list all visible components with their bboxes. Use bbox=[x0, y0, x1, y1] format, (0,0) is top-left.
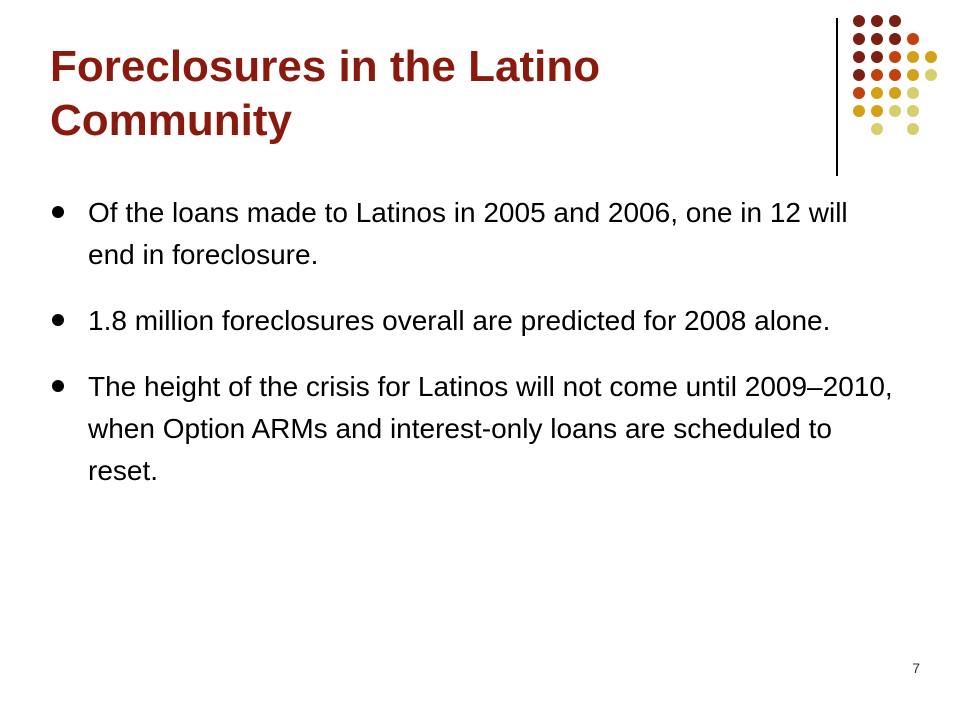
decorative-dot bbox=[907, 123, 919, 135]
decorative-dot bbox=[853, 105, 865, 117]
decorative-dot bbox=[889, 33, 901, 45]
bullet-item bbox=[48, 192, 898, 276]
decorative-dot bbox=[889, 15, 901, 27]
decorative-dot bbox=[853, 33, 865, 45]
decorative-dot bbox=[853, 15, 865, 27]
decorative-dot bbox=[853, 87, 865, 99]
bullet-marker bbox=[52, 380, 64, 392]
decorative-dot bbox=[871, 33, 883, 45]
decorative-dot bbox=[907, 33, 919, 45]
page-number: 7 bbox=[912, 660, 920, 676]
decorative-dot bbox=[907, 87, 919, 99]
decorative-dot bbox=[889, 69, 901, 81]
bullet-text: Of the loans made to Latinos in 2005 and 2006, one in 12 will end in foreclosure. bbox=[88, 197, 848, 270]
decorative-dot bbox=[871, 69, 883, 81]
decorative-dot bbox=[889, 51, 901, 63]
bullet-list bbox=[48, 192, 898, 516]
decorative-dot bbox=[871, 51, 883, 63]
bullet-marker bbox=[52, 314, 64, 326]
decorative-dot bbox=[853, 69, 865, 81]
decorative-dot bbox=[871, 123, 883, 135]
decorative-dot bbox=[907, 105, 919, 117]
bullet-marker bbox=[52, 206, 64, 218]
bullet-item bbox=[48, 366, 898, 492]
bullet-text: The height of the crisis for Latinos will not come until 2009–2010, when Option ARMs and interest-only loans are scheduled to reset. bbox=[88, 371, 893, 486]
decorative-dot bbox=[907, 69, 919, 81]
slide-title: Foreclosures in the Latino Community bbox=[50, 42, 601, 145]
decorative-dot bbox=[871, 15, 883, 27]
decorative-dot bbox=[889, 105, 901, 117]
decorative-dot bbox=[925, 69, 937, 81]
decorative-dot bbox=[907, 51, 919, 63]
decorative-dot bbox=[871, 105, 883, 117]
bullet-item bbox=[48, 300, 898, 342]
decorative-dot bbox=[853, 51, 865, 63]
decorative-dot bbox=[889, 87, 901, 99]
bullet-text: 1.8 million foreclosures overall are predicted for 2008 alone. bbox=[88, 305, 831, 336]
decorative-dot bbox=[871, 87, 883, 99]
decorative-dot bbox=[925, 51, 937, 63]
